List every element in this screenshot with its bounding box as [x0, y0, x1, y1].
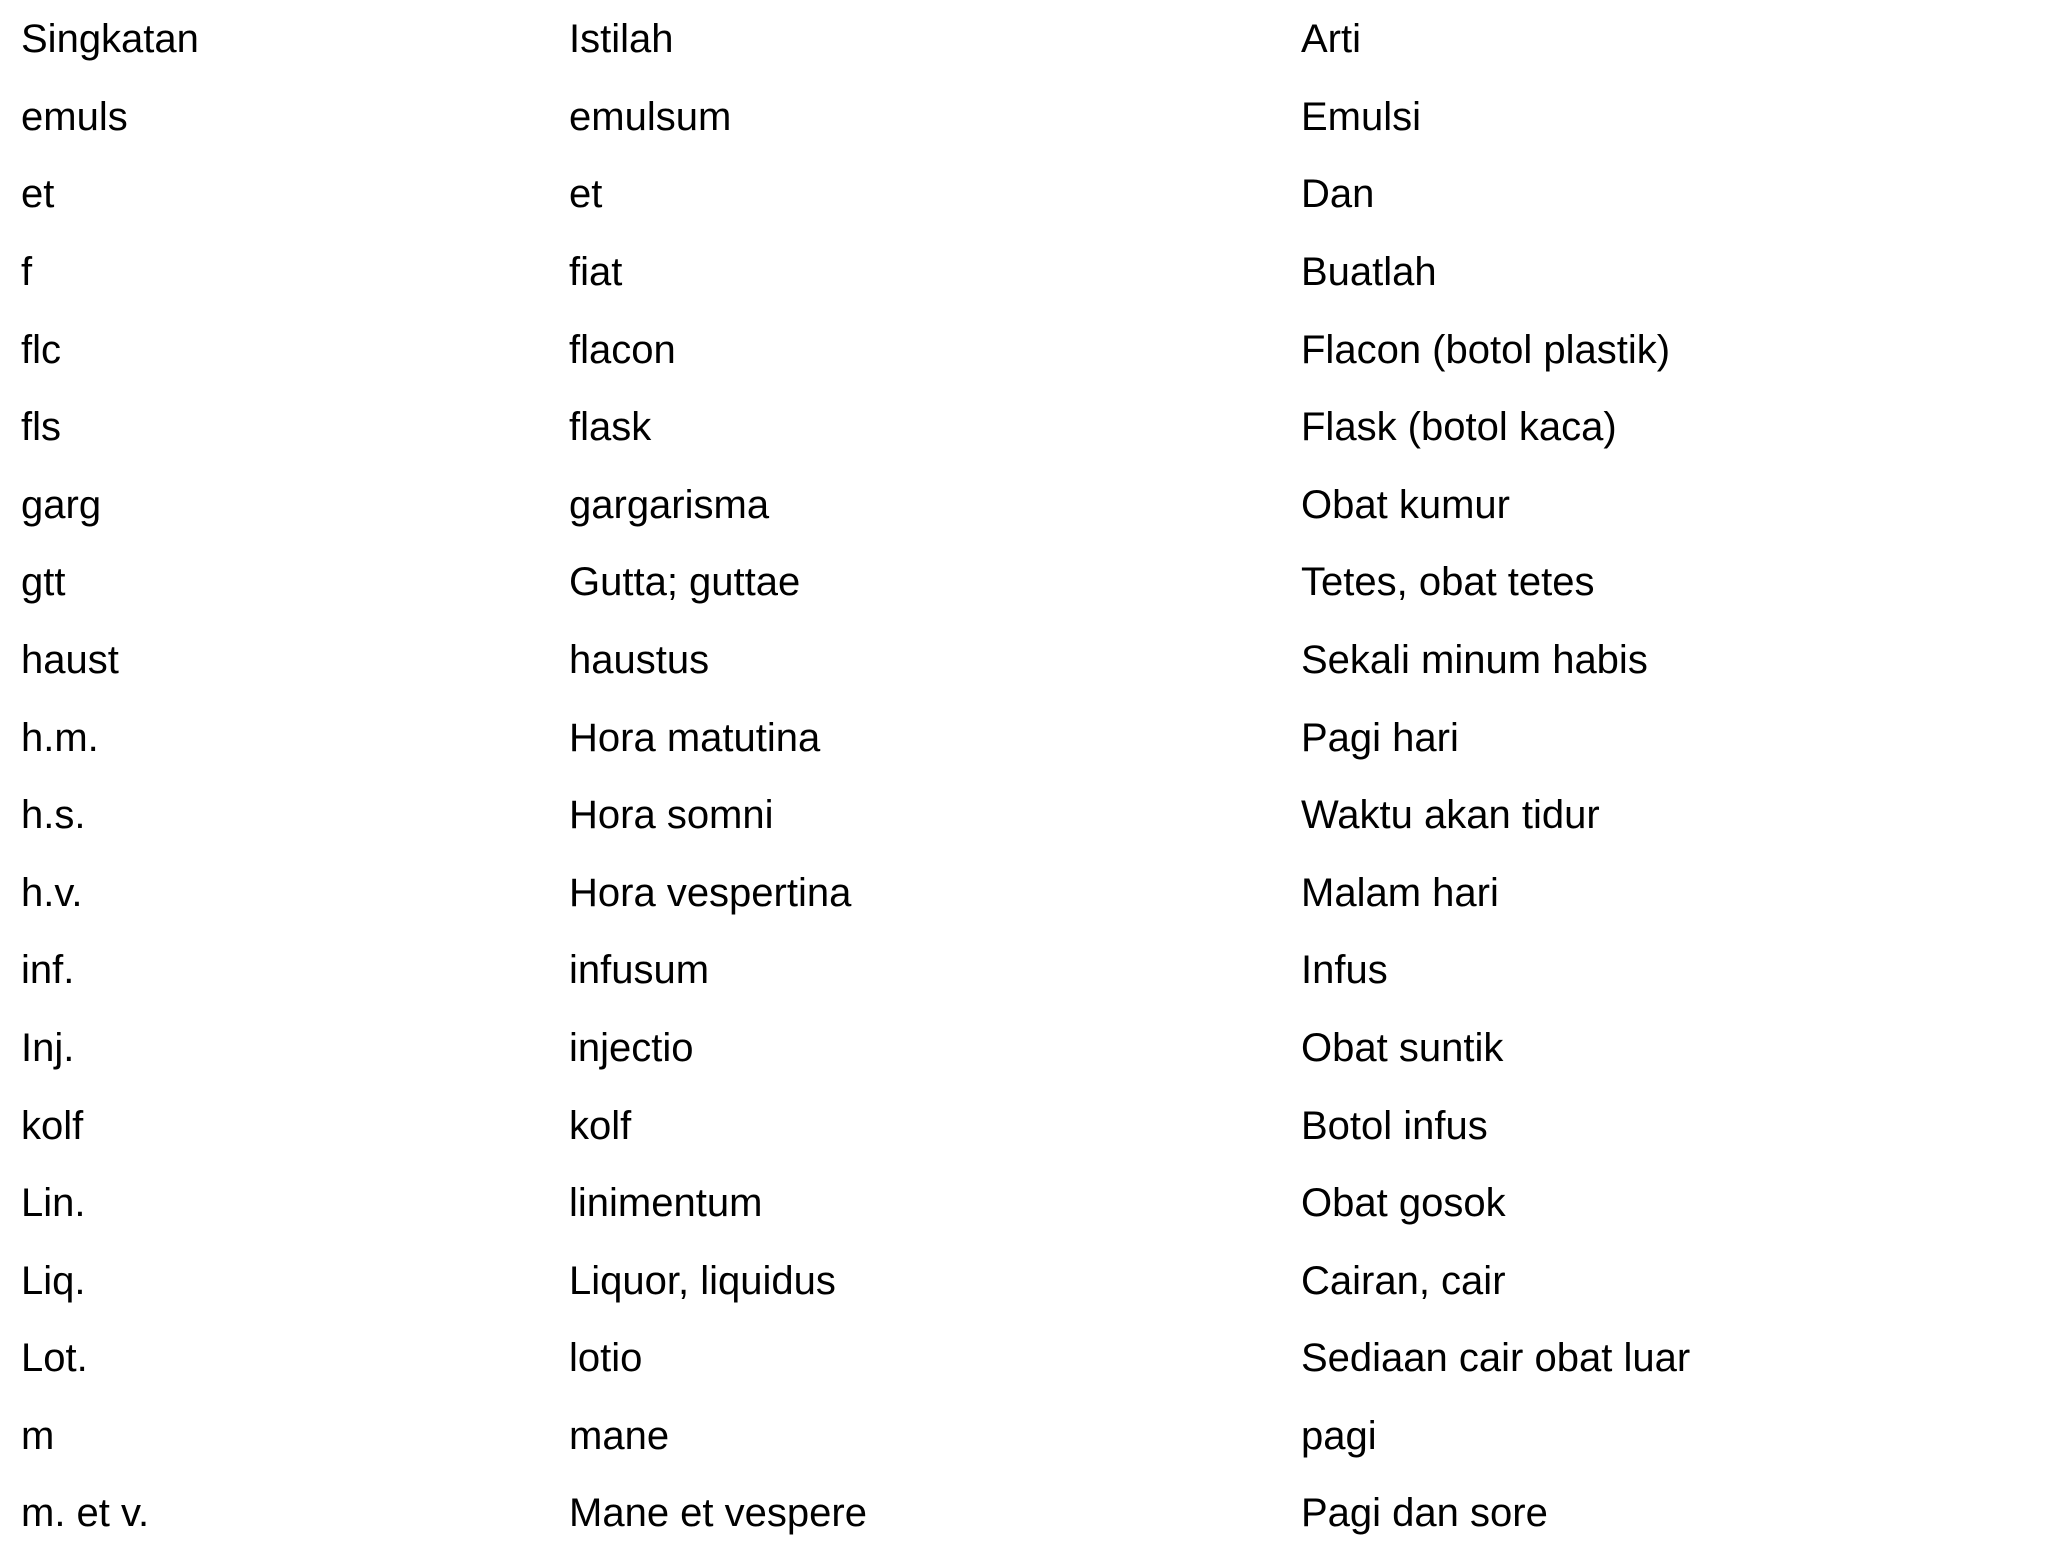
table-row	[21, 621, 2021, 699]
abbreviation-table	[21, 0, 2021, 1552]
meaning-cell: Flask (botol kaca)	[1301, 405, 1617, 450]
meaning-cell: Dan	[1301, 172, 1375, 217]
term-cell: Hora somni	[569, 793, 774, 838]
abbreviation-cell: kolf	[21, 1103, 84, 1148]
meaning-cell: Botol infus	[1301, 1103, 1488, 1148]
table-row	[21, 156, 2021, 234]
table-row	[21, 466, 2021, 544]
meaning-cell: Flacon (botol plastik)	[1301, 327, 1671, 372]
abbreviation-cell: inf.	[21, 948, 75, 993]
header-term: Istilah	[569, 17, 674, 61]
abbreviation-cell: fls	[21, 405, 61, 450]
term-cell: fiat	[569, 249, 623, 294]
abbreviation-cell: et	[21, 172, 55, 217]
table-row	[21, 388, 2021, 466]
abbreviation-cell: Lin.	[21, 1181, 86, 1226]
term-cell: Gutta; guttae	[569, 560, 801, 605]
table-row	[21, 1397, 2021, 1475]
abbreviation-cell: m. et v.	[21, 1491, 150, 1536]
table-row	[21, 1242, 2021, 1320]
table-row	[21, 78, 2021, 156]
meaning-cell: Emulsi	[1301, 94, 1422, 139]
table-row	[21, 776, 2021, 854]
abbreviation-cell: Inj.	[21, 1025, 75, 1070]
abbreviation-cell: gtt	[21, 560, 66, 605]
table-row	[21, 311, 2021, 389]
meaning-cell: Infus	[1301, 948, 1388, 993]
table-row	[21, 233, 2021, 311]
table-header-row	[21, 0, 2021, 78]
meaning-cell: Cairan, cair	[1301, 1258, 1506, 1303]
abbreviation-cell: Lot.	[21, 1336, 88, 1381]
term-cell: Hora matutina	[569, 715, 821, 760]
meaning-cell: Buatlah	[1301, 249, 1437, 294]
table-row	[21, 1164, 2021, 1242]
table-row	[21, 1320, 2021, 1398]
term-cell: flacon	[569, 327, 676, 372]
table-row	[21, 1087, 2021, 1165]
meaning-cell: Tetes, obat tetes	[1301, 560, 1595, 605]
term-cell: et	[569, 172, 603, 217]
meaning-cell: Malam hari	[1301, 870, 1499, 915]
meaning-cell: Obat gosok	[1301, 1181, 1506, 1226]
abbreviation-cell: h.s.	[21, 793, 86, 838]
abbreviation-cell: haust	[21, 637, 119, 682]
meaning-cell: Waktu akan tidur	[1301, 793, 1600, 838]
term-cell: Liquor, liquidus	[569, 1258, 836, 1303]
table-body	[21, 78, 2021, 1552]
abbreviation-cell: Liq.	[21, 1258, 86, 1303]
meaning-cell: Pagi dan sore	[1301, 1491, 1548, 1536]
meaning-cell: Sediaan cair obat luar	[1301, 1336, 1691, 1381]
term-cell: linimentum	[569, 1181, 763, 1226]
table-row	[21, 1009, 2021, 1087]
term-cell: lotio	[569, 1336, 643, 1381]
term-cell: injectio	[569, 1025, 694, 1070]
meaning-cell: Obat suntik	[1301, 1025, 1504, 1070]
term-cell: gargarisma	[569, 482, 770, 527]
meaning-cell: Obat kumur	[1301, 482, 1510, 527]
term-cell: flask	[569, 405, 652, 450]
table-row	[21, 932, 2021, 1010]
abbreviation-cell: flc	[21, 327, 61, 372]
term-cell: kolf	[569, 1103, 632, 1148]
table-row	[21, 854, 2021, 932]
abbreviation-cell: garg	[21, 482, 102, 527]
meaning-cell: pagi	[1301, 1413, 1377, 1458]
term-cell: haustus	[569, 637, 710, 682]
header-meaning: Arti	[1301, 17, 1361, 61]
table-row	[21, 1475, 2021, 1552]
table-row	[21, 699, 2021, 777]
meaning-cell: Pagi hari	[1301, 715, 1459, 760]
term-cell: infusum	[569, 948, 710, 993]
term-cell: Mane et vespere	[569, 1491, 867, 1536]
term-cell: Hora vespertina	[569, 870, 852, 915]
term-cell: emulsum	[569, 94, 732, 139]
abbreviation-cell: h.m.	[21, 715, 99, 760]
abbreviation-cell: emuls	[21, 94, 128, 139]
abbreviation-cell: h.v.	[21, 870, 83, 915]
term-cell: mane	[569, 1413, 670, 1458]
meaning-cell: Sekali minum habis	[1301, 637, 1648, 682]
abbreviation-cell: m	[21, 1413, 55, 1458]
table-row	[21, 544, 2021, 622]
header-abbreviation: Singkatan	[21, 17, 199, 61]
abbreviation-cell: f	[21, 249, 33, 294]
